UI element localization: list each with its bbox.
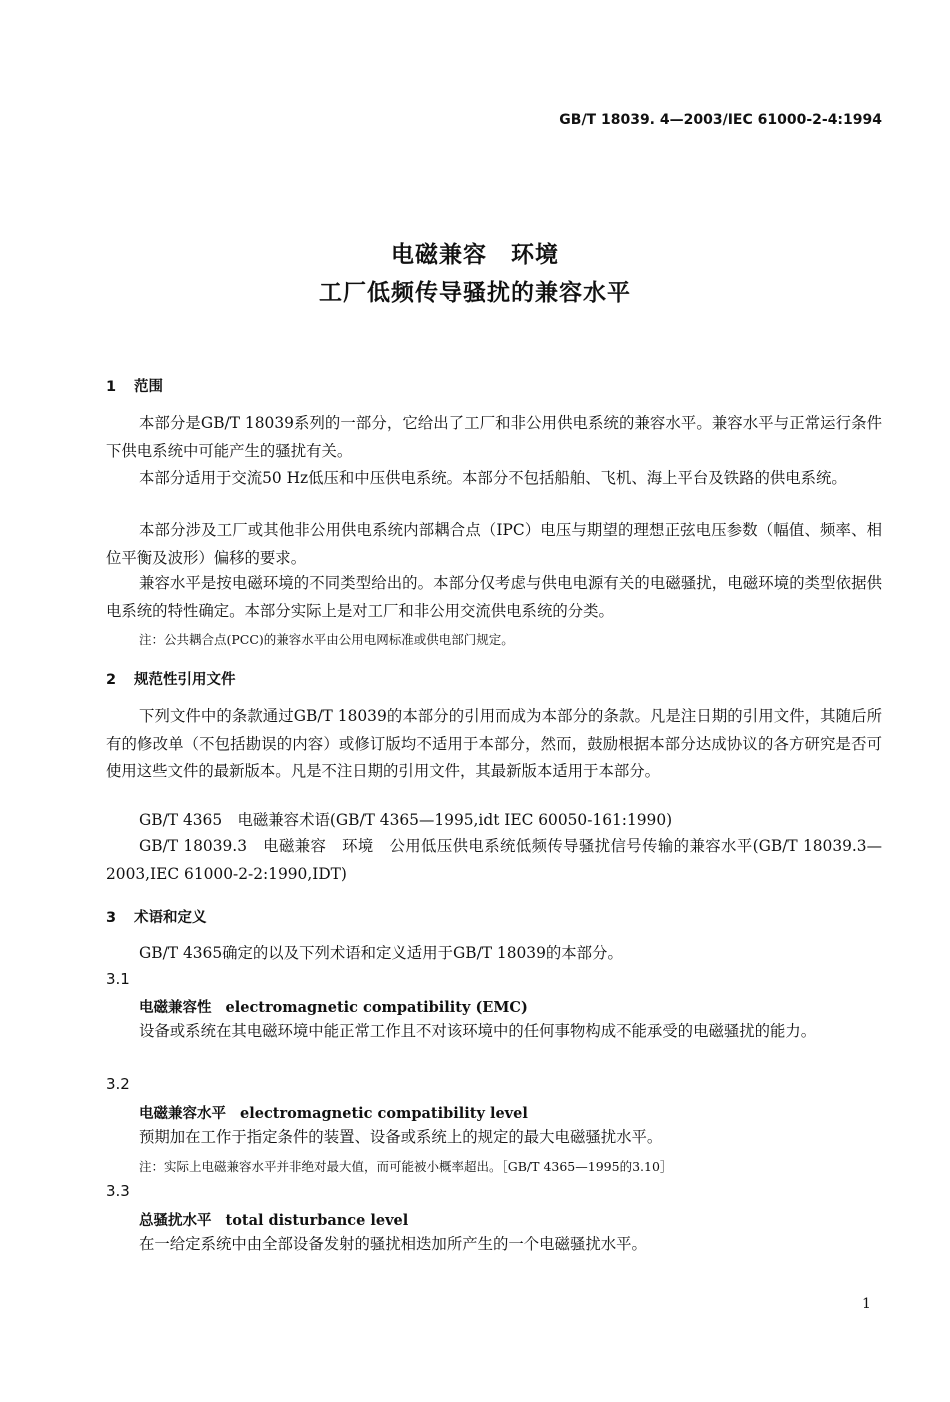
scope-paragraph: 本部分是GB/T 18039系列的一部分，它给出了工厂和非公用供电系统的兼容水平。兼容水平与正常运行条件下供电系统中可能产生的骚扰有关。: [106, 414, 882, 460]
section-heading-scope: [106, 375, 163, 396]
term-definition: 设备或系统在其电磁环境中能正常工作且不对该环境中的任何事物构成不能承受的电磁骚扰的能力。: [139, 1022, 817, 1040]
normative-references-paragraph: 下列文件中的条款通过GB/T 18039的本部分的引用而成为本部分的条款。凡是注日期的引用文件，其随后所有的修改单（不包括勘误的内容）或修订版均不适用于本部分，然而，鼓励根据本部分达成协议的各方研究是否可使用这些文件的最新版本。凡是不注日期的引用文件，其最新版本适用于本部分。: [106, 707, 882, 780]
section-number: 3: [106, 910, 117, 926]
term-note: 注：实际上电磁兼容水平并非绝对最大值，而可能被小概率超出。［GB/T 4365—1995的3.10］: [139, 1159, 673, 1174]
reference-entry: GB/T 4365 电磁兼容术语(GB/T 4365—1995,idt IEC 60050-161:1990): [139, 811, 673, 829]
section-title: 范围: [134, 379, 163, 395]
term-chinese: 电磁兼容水平: [139, 1105, 226, 1122]
term-chinese: 电磁兼容性: [139, 999, 212, 1016]
term-chinese: 总骚扰水平: [139, 1212, 212, 1229]
term-definition: 预期加在工作于指定条件的装置、设备或系统上的规定的最大电磁骚扰水平。: [139, 1128, 663, 1146]
clause-number: 3.3: [106, 1182, 130, 1200]
term-english: total disturbance level: [225, 1212, 409, 1229]
standard-number-header: GB/T 18039. 4—2003/IEC 61000-2-4:1994: [559, 112, 882, 128]
section-heading-terms: [106, 906, 207, 927]
section-title: 术语和定义: [134, 910, 207, 926]
section-number: 2: [106, 672, 117, 688]
scope-paragraph: 兼容水平是按电磁环境的不同类型给出的。本部分仅考虑与供电电源有关的电磁骚扰，电磁环境的类型依据供电系统的特性确定。本部分实际上是对工厂和非公用交流供电系统的分类。: [106, 574, 882, 620]
document-title-line2: 工厂低频传导骚扰的兼容水平: [319, 280, 631, 306]
term-english: electromagnetic compatibility (EMC): [225, 999, 528, 1016]
section-title: 规范性引用文件: [134, 672, 236, 688]
clause-number: 3.1: [106, 970, 130, 988]
scope-note: 注：公共耦合点(PCC)的兼容水平由公用电网标准或供电部门规定。: [139, 632, 514, 647]
term-heading: [139, 996, 528, 1017]
document-title-line1: 电磁兼容 环境: [391, 242, 559, 268]
scope-paragraph: 本部分适用于交流50 Hz低压和中压供电系统。本部分不包括船舶、飞机、海上平台及铁路的供电系统。: [139, 469, 847, 487]
clause-number: 3.2: [106, 1075, 130, 1093]
term-english: electromagnetic compatibility level: [240, 1105, 528, 1122]
term-heading: [139, 1102, 528, 1123]
term-heading: [139, 1209, 408, 1230]
reference-entry: GB/T 18039.3 电磁兼容 环境 公用低压供电系统低频传导骚扰信号传输的兼容水平(GB/T 18039.3—2003,IEC 61000-2-2:1990,IDT): [106, 837, 882, 883]
section-heading-normative-references: [106, 668, 236, 689]
section-number: 1: [106, 379, 117, 395]
term-definition: 在一给定系统中由全部设备发射的骚扰相迭加所产生的一个电磁骚扰水平。: [139, 1235, 647, 1253]
terms-intro: GB/T 4365确定的以及下列术语和定义适用于GB/T 18039的本部分。: [139, 944, 623, 962]
page-number: 1: [862, 1296, 871, 1312]
scope-paragraph: 本部分涉及工厂或其他非公用供电系统内部耦合点（IPC）电压与期望的理想正弦电压参数（幅值、频率、相位平衡及波形）偏移的要求。: [106, 521, 882, 567]
